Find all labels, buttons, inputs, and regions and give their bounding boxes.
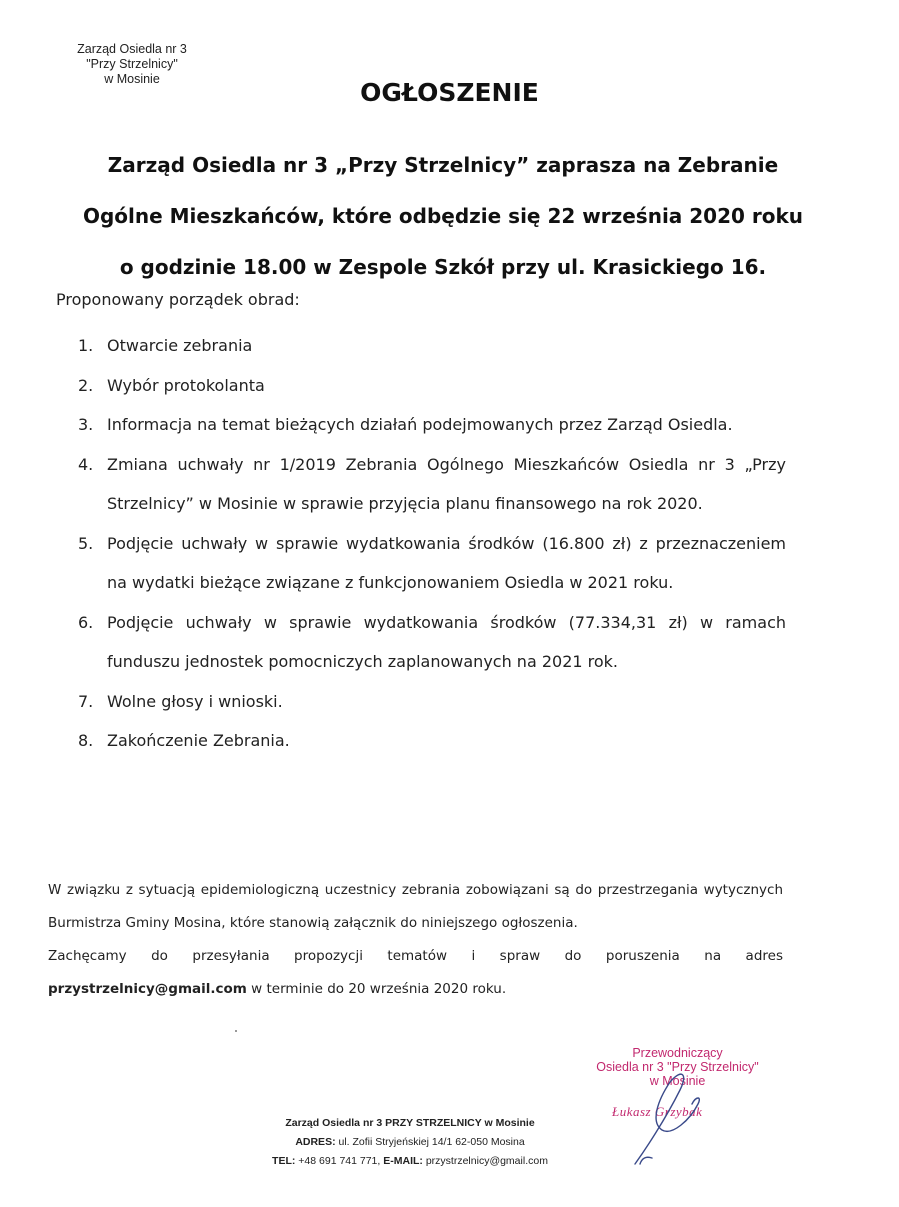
- footer-org: [230, 1114, 590, 1133]
- agenda-item-text: Wolne głosy i wnioski.: [107, 691, 283, 711]
- agenda-item-text: Podjęcie uchwały w sprawie wydatkowania środków (77.334,31 zł) w ramach funduszu jednostek pomocniczych zaplanowanych na 2021 rok.: [107, 612, 786, 671]
- header-stamp-line1: Zarząd Osiedla nr 3: [77, 42, 187, 56]
- footer: [230, 1114, 590, 1171]
- footer-address-text: ul. Zofii Stryjeńskiej 14/1 62-050 Mosina: [338, 1136, 525, 1148]
- stamp-line3: w Mosinie: [649, 1074, 706, 1088]
- agenda-item: [78, 405, 786, 445]
- topics-invitation: [48, 940, 783, 1006]
- agenda-item: [78, 603, 786, 682]
- footer-email-label: E-MAIL:: [383, 1155, 423, 1167]
- epidemic-notice: W związku z sytuacją epidemiologiczną uczestnicy zebrania zobowiązani są do przestrzegania wytycznych Burmistrza Gminy Mosina, które stanowią załącznik do niniejszego ogłoszenia.: [48, 882, 783, 931]
- agenda-item-number: 1.: [78, 336, 94, 355]
- agenda-lead: Proponowany porządek obrad:: [56, 290, 300, 309]
- header-stamp-line3: w Mosinie: [104, 72, 160, 86]
- agenda-item-number: 7.: [78, 691, 94, 711]
- signature-stroke: [635, 1074, 699, 1164]
- stamp-name: Łukasz Grzybak: [612, 1104, 703, 1119]
- intro-line1: Zarząd Osiedla nr 3 „Przy Strzelnicy” zaprasza na Zebranie: [107, 153, 779, 177]
- notice-section: [48, 874, 783, 1006]
- footer-address: [230, 1133, 590, 1152]
- agenda-list: [78, 326, 786, 761]
- agenda-item: [78, 366, 786, 406]
- agenda-item-text: Otwarcie zebrania: [107, 336, 253, 355]
- agenda-item-text: Wybór protokolanta: [107, 375, 265, 395]
- intro-paragraph: [48, 140, 838, 293]
- agenda-item-number: 5.: [78, 533, 94, 553]
- stamp-line2: Osiedla nr 3 "Przy Strzelnicy": [596, 1060, 759, 1074]
- footer-address-label: ADRES:: [295, 1136, 336, 1148]
- contact-email: przystrzelnicy@gmail.com: [48, 981, 247, 997]
- agenda-item: [78, 524, 786, 603]
- agenda-item-number: 8.: [78, 731, 94, 750]
- agenda-item-text: Zmiana uchwały nr 1/2019 Zebrania Ogólnego Mieszkańców Osiedla nr 3 „Przy Strzelnicy” w Mosinie w sprawie przyjęcia planu finansowego na rok 2020.: [107, 454, 786, 513]
- document-title: OGŁOSZENIE: [360, 78, 539, 107]
- topics-invitation-text: Zachęcamy do przesyłania propozycji tematów i spraw do poruszenia na adres: [48, 948, 783, 964]
- footer-tel-label: TEL:: [272, 1155, 296, 1167]
- intro-line3: o godzinie 18.00 w Zespole Szkół przy ul. Krasickiego 16.: [119, 255, 767, 279]
- agenda-item-number: 6.: [78, 612, 94, 632]
- footer-email: przystrzelnicy@gmail.com: [425, 1155, 548, 1167]
- agenda-item: [78, 721, 786, 761]
- agenda-item-number: 4.: [78, 454, 94, 474]
- agenda-item: [78, 326, 786, 366]
- agenda-item-number: 2.: [78, 375, 94, 395]
- footer-tel: +48 691 741 771,: [298, 1155, 381, 1167]
- footer-org-text: Zarząd Osiedla nr 3 PRZY STRZELNICY w Mosinie: [285, 1117, 535, 1129]
- handwritten-signature: [600, 1060, 720, 1170]
- stamp-line1: Przewodniczący: [632, 1046, 723, 1060]
- agenda-item: [78, 682, 786, 722]
- agenda-item-text: Podjęcie uchwały w sprawie wydatkowania środków (16.800 zł) z przeznaczeniem na wydatki bieżące związane z funkcjonowaniem Osiedla w 2021 roku.: [107, 533, 786, 592]
- topics-deadline-text: w terminie do 20 września 2020 roku.: [251, 981, 507, 997]
- footer-contact: [230, 1152, 590, 1171]
- header-stamp-line2: "Przy Strzelnicy": [86, 57, 178, 71]
- agenda-item-text: Zakończenie Zebrania.: [107, 731, 290, 750]
- agenda-item-number: 3.: [78, 415, 94, 434]
- agenda-item-text: Informacja na temat bieżących działań podejmowanych przez Zarząd Osiedla.: [107, 415, 733, 434]
- scan-speck: [235, 1030, 237, 1032]
- agenda-item: [78, 445, 786, 524]
- intro-line2: Ogólne Mieszkańców, które odbędzie się 22 września 2020 roku: [82, 204, 804, 228]
